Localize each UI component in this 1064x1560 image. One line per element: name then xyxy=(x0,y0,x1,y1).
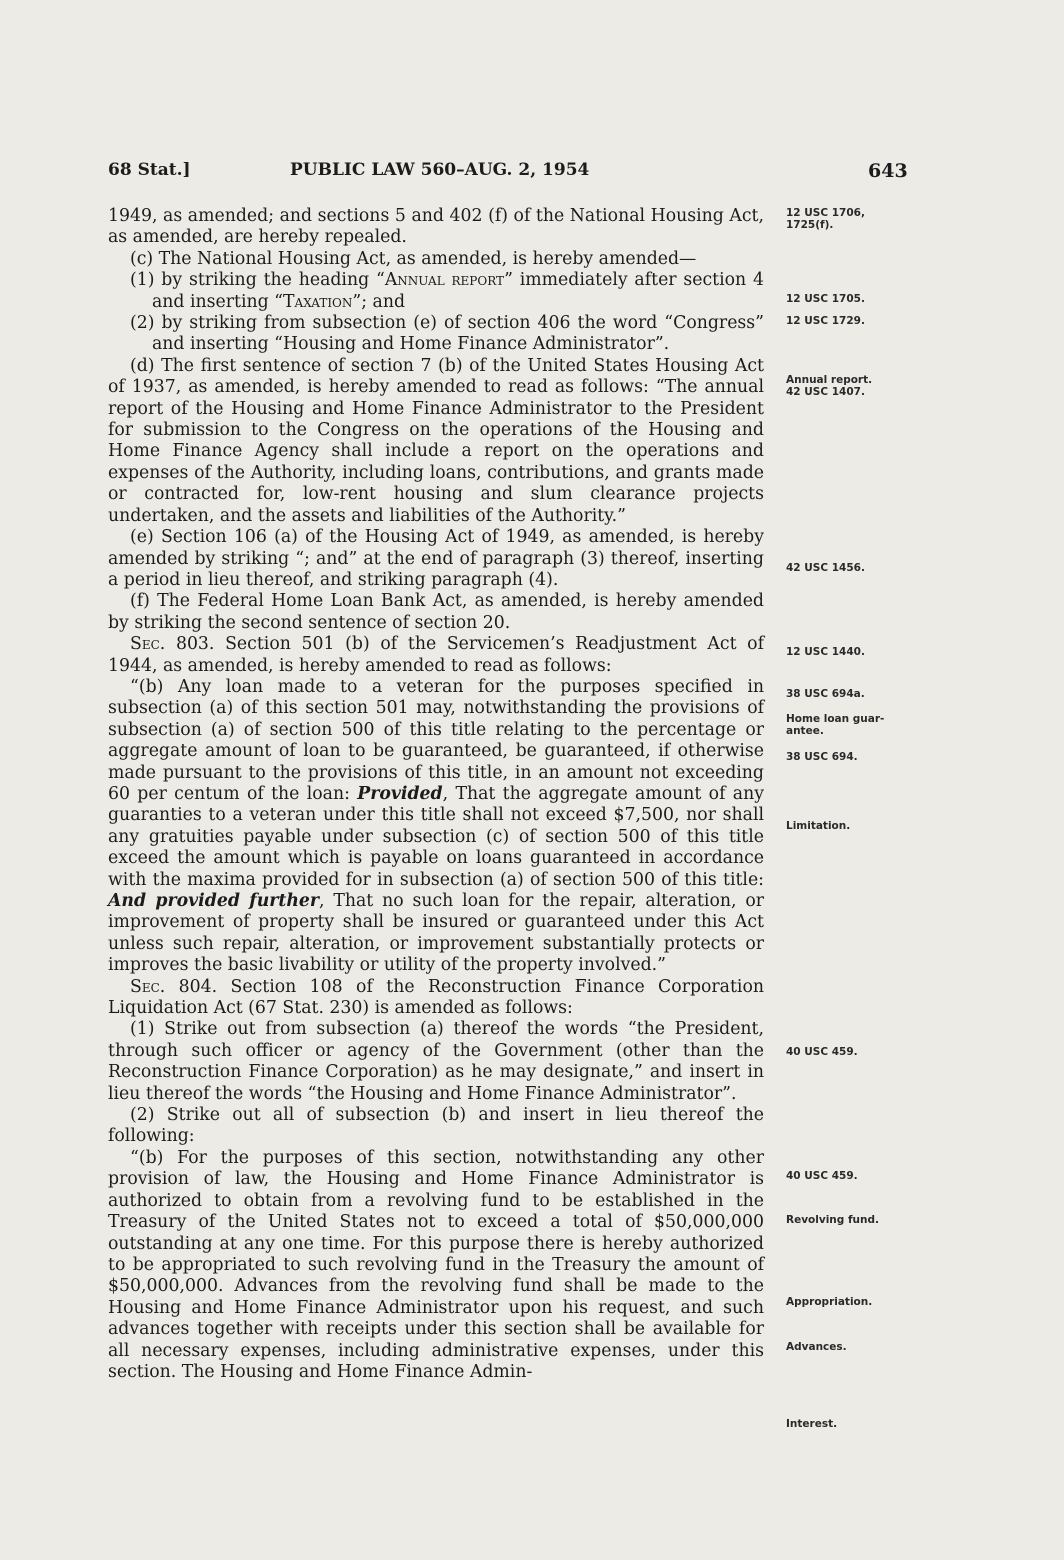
statute-paragraph xyxy=(108,634,764,677)
statute-paragraph xyxy=(108,1148,764,1383)
text-run: (2) by striking from subsection (e) of section 406 the word “Congress” and inserting “Housing and Home Finance Administrator”. xyxy=(130,313,764,355)
margin-note xyxy=(786,1418,936,1430)
statute-paragraph xyxy=(108,249,764,270)
margin-note-line: 42 USC 1407. xyxy=(786,386,865,398)
statute-paragraph xyxy=(108,206,764,249)
running-head-title: PUBLIC LAW 560–AUG. 2, 1954 xyxy=(290,160,590,180)
margin-note xyxy=(786,1296,936,1308)
margin-note-line: Revolving fund. xyxy=(786,1214,879,1226)
running-head-volume: 68 Stat.] xyxy=(108,160,191,180)
text-run: ”; and xyxy=(352,291,406,312)
text-run: , That no such loan for the repair, alteration, or improvement of property shall be insured or guaranteed under this Act unless such repair, alteration, or improvement substantially protects or improves the basic livability or utility of the property involved.” xyxy=(108,891,764,976)
text-run: 1949, as amended; and sections 5 and 402 (f) of the National Housing Act, as amended, are hereby repealed. xyxy=(108,206,764,248)
margin-note-line: 38 USC 694a. xyxy=(786,688,865,700)
margin-note-line: Interest. xyxy=(786,1418,838,1430)
statute-paragraph xyxy=(108,313,764,356)
margin-note xyxy=(786,1046,936,1058)
margin-note xyxy=(786,293,936,305)
statute-body xyxy=(108,206,764,1383)
statute-paragraph xyxy=(108,1105,764,1148)
text-run: “(b) Any loan made to a veteran for the purposes specified in subsection (a) of this section 501 may, notwithstanding the provisions of subsection (a) of section 500 of this title relating to the percentage or aggregate amount of loan to be guaranteed, be guaranteed, if otherwise made pursuant to the provisions of this title, in an amount not exceeding 60 per centum of the loan: xyxy=(108,676,764,804)
margin-note xyxy=(786,646,936,658)
margin-note xyxy=(786,688,936,700)
text-run: (c) The National Housing Act, as amended, is hereby amended— xyxy=(130,248,697,269)
text-run: Sec xyxy=(130,976,160,997)
margin-note xyxy=(786,1214,936,1226)
text-run: . 804. Section 108 of the Reconstruction Finance Corporation Liquidation Act (67 Stat. 230) is amended as follows: xyxy=(108,976,764,1019)
margin-note xyxy=(786,820,936,832)
statute-paragraph xyxy=(108,270,764,313)
statute-paragraph xyxy=(108,677,764,977)
text-run: (1) Strike out from subsection (a) thereof the words “the President, through such officer or agency of the Government (other than the Reconstruction Finance Corporation) as he may designate,” and insert in lieu thereof the words “the Housing and Home Finance Administrator”. xyxy=(108,1019,764,1104)
margin-note xyxy=(786,751,936,763)
text-run: “(b) For the purposes of this section, notwithstanding any other provision of law, the Housing and Home Finance Administrator is authorized to obtain from a revolving fund to be established in the Treasury of the United States not to exceed a total of $50,000,000 outstanding at any one time. For this purpose there is hereby authorized to be appropriated to such revolving fund in the Treasury the amount of $50,000,000. Advances from the revolving fund shall be made to the Housing and Home Finance Administrator upon his request, and such advances together with receipts under this section shall be available for all necessary expenses, including administrative expenses, under this section. The Housing and Home Finance Admin- xyxy=(108,1147,764,1382)
text-run: , That the aggregate amount of any guaranties to a veteran under this title shall not exceed $7,500, nor shall any gratuities payable under subsection (c) of section 500 of this title exceed the amount which is payable on loans guaranteed in accordance with the maxima provided for in subsection (a) of section 500 of this title: xyxy=(108,783,764,890)
text-run: And provided further xyxy=(108,891,320,911)
statute-paragraph xyxy=(108,977,764,1020)
margin-note-line: 40 USC 459. xyxy=(786,1046,858,1058)
margin-note xyxy=(786,562,936,574)
margin-note xyxy=(786,315,936,327)
statute-paragraph xyxy=(108,1019,764,1105)
margin-note-line: 40 USC 459. xyxy=(786,1170,858,1182)
margin-note-line: Appropriation. xyxy=(786,1296,873,1308)
margin-note-line: 1725(f). xyxy=(786,219,834,231)
margin-note-line: Advances. xyxy=(786,1341,847,1353)
margin-note-line: Annual report. xyxy=(786,374,873,386)
text-run: (e) Section 106 (a) of the Housing Act of 1949, as amended, is hereby amended by striking “; and” at the end of paragraph (3) thereof, inserting a period in lieu thereof, and striking paragraph (4). xyxy=(108,527,764,590)
margin-note xyxy=(786,374,936,398)
margin-note xyxy=(786,207,936,231)
margin-note-line: Home loan guar- xyxy=(786,713,885,725)
margin-note-line: 12 USC 1729. xyxy=(786,315,865,327)
statute-paragraph xyxy=(108,527,764,591)
text-run: (1) by striking the heading “ xyxy=(130,270,385,291)
margin-note-line: 38 USC 694. xyxy=(786,751,858,763)
margin-note xyxy=(786,713,936,737)
text-run: (2) Strike out all of subsection (b) and insert in lieu thereof the following: xyxy=(108,1105,764,1147)
text-run: Annual report xyxy=(384,270,505,291)
text-run: . 803. Section 501 (b) of the Servicemen’s Readjustment Act of 1944, as amended, is hereby amended to read as follows: xyxy=(108,634,764,676)
statute-paragraph xyxy=(108,591,764,634)
text-run: Sec xyxy=(130,634,160,655)
text-run: (f) The Federal Home Loan Bank Act, as amended, is hereby amended by striking the second sentence of section 20. xyxy=(108,591,764,633)
statute-paragraph xyxy=(108,356,764,527)
margin-note-line: 42 USC 1456. xyxy=(786,562,865,574)
margin-note-line: 12 USC 1706, xyxy=(786,207,865,219)
text-run: Taxation xyxy=(283,291,353,312)
margin-note-line: Limitation. xyxy=(786,820,851,832)
page-number: 643 xyxy=(868,160,908,182)
margin-note-line: 12 USC 1440. xyxy=(786,646,865,658)
text-run: ” immediately after section 4 and inserting “ xyxy=(152,270,765,312)
margin-note xyxy=(786,1170,936,1182)
margin-note xyxy=(786,1341,936,1353)
margin-note-line: antee. xyxy=(786,725,824,737)
margin-note-line: 12 USC 1705. xyxy=(786,293,865,305)
text-run: (d) The first sentence of section 7 (b) of the United States Housing Act of 1937, as amended, is hereby amended to read as follows: “The annual report of the Housing and Home Finance Administrator to the President for submission to the Congress on the operations of the Housing and Home Finance Agency shall include a report on the operations and expenses of the Authority, including loans, contributions, and grants made or contracted for, low-rent housing and slum clearance projects undertaken, and the assets and liabilities of the Authority.” xyxy=(108,355,764,526)
text-run: Provided xyxy=(357,783,443,804)
